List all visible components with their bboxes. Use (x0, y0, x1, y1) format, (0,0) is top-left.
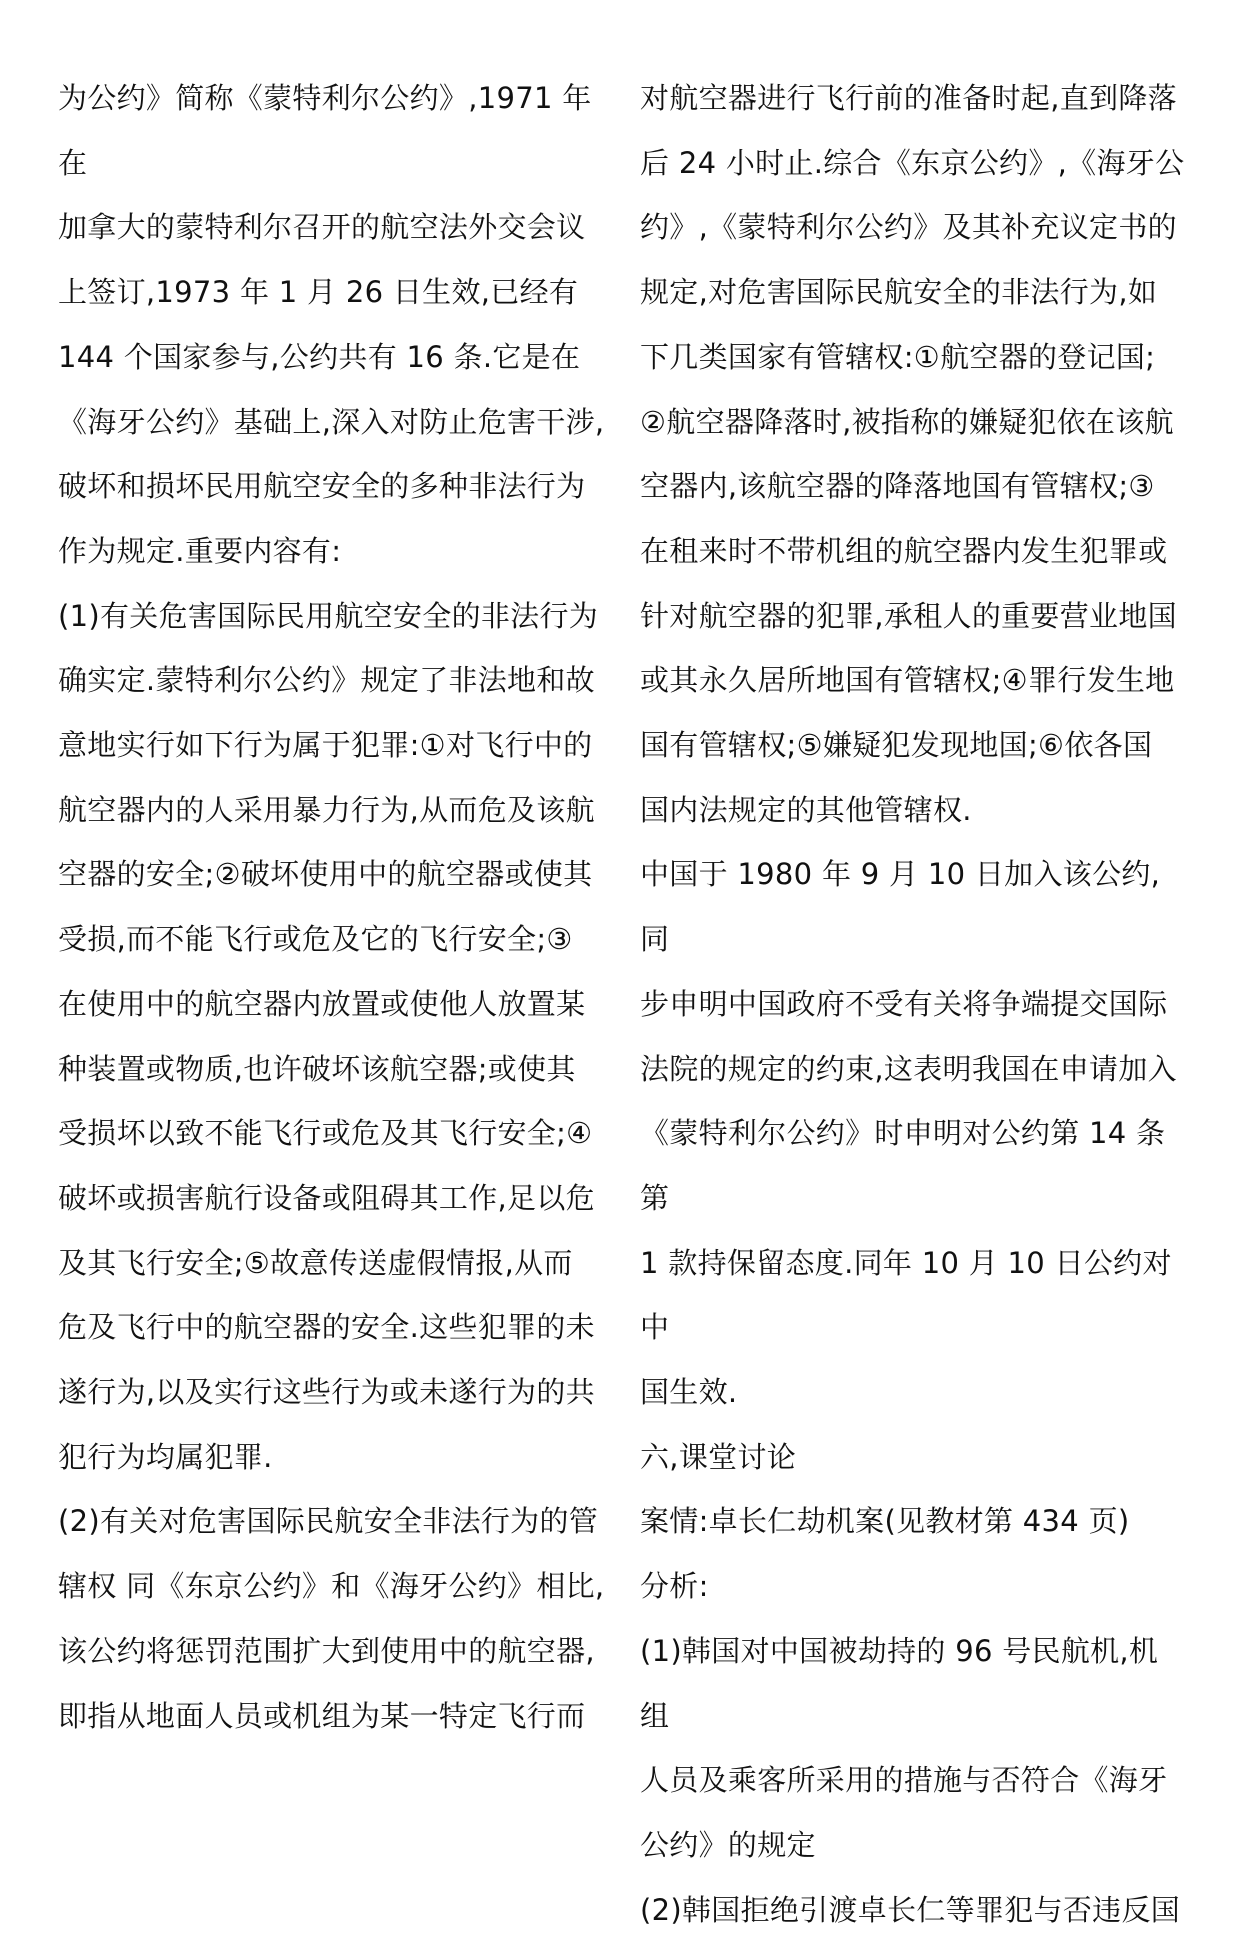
paragraph-jurisdiction-continued: 对航空器进行飞行前的准备时起,直到降落 后 24 小时止.综合《东京公约》,《海牙公 约》,《蒙特利尔公约》及其补充议定书的 规定,对危害国际民航安全的非法行为,如 下几类国家有管辖权:①航空器的登记国; ②航空器降落时,被指称的嫌疑犯依在该航 空器内,该航空器的降落地国有管辖权;③ 在租来时不带机组的航空器内发生犯罪或 针对航空器的犯罪,承租人的重要营业地国 或其永久居所地国有管辖权;④罪行发生地 国有管辖权;⑤嫌疑犯发现地国;⑥依各国 国内法规定的其他管辖权. (640, 81, 1185, 827)
left-column (58, 66, 608, 1748)
paragraph-analysis-question-1: (1)韩国对中国被劫持的 96 号民航机,机组 人员及乘客所采用的措施与否符合《海牙 公约》的规定 (640, 1633, 1168, 1862)
right-column (640, 66, 1185, 1942)
paragraph-china-accession: 中国于 1980 年 9 月 10 日加入该公约,同 步申明中国政府不受有关将争端提交国际 法院的规定的约束,这表明我国在申请加入 《蒙特利尔公约》时申明对公约第 14 条第 1 款持保留态度.同年 10 月 10 日公约对中 国生效. (640, 857, 1177, 1410)
paragraph-offences-definition: (1)有关危害国际民用航空安全的非法行为 确实定.蒙特利尔公约》规定了非法地和故 意地实行如下行为属于犯罪:①对飞行中的 航空器内的人采用暴力行为,从而危及该航 空器的安全;②破坏使用中的航空器或使其 受损,而不能飞行或危及它的飞行安全;③ 在使用中的航空器内放置或使他人放置某 种装置或物质,也许破坏该航空器;或使其 受损坏以致不能飞行或危及其飞行安全;④ 破坏或损害航行设备或阻碍其工作,足以危 及其飞行安全;⑤故意传送虚假情报,从而 危及飞行中的航空器的安全.这些犯罪的未 遂行为,以及实行这些行为或未遂行为的共 犯行为均属犯罪. (58, 598, 599, 1474)
paragraph-jurisdiction: (2)有关对危害国际民航安全非法行为的管 辖权 同《东京公约》和《海牙公约》相比, 该公约将惩罚范围扩大到使用中的航空器, 即指从地面人员或机组为某一特定飞行而 (58, 1504, 605, 1733)
paragraph-analysis-label: 分析: (640, 1569, 709, 1604)
paragraph-montreal-intro: 为公约》简称《蒙特利尔公约》,1971 年在 加拿大的蒙特利尔召开的航空法外交会议 上签订,1973 年 1 月 26 日生效,已经有 144 个国家参与,公约共有 16 条.它是在 《海牙公约》基础上,深入对防止危害干涉, 破坏和损坏民用航空安全的多种非法行为 作为规定.重要内容有: (58, 81, 605, 568)
paragraph-analysis-question-2: (2)韩国拒绝引渡卓长仁等罪犯与否违反国 (640, 1892, 1181, 1927)
paragraph-case: 案情:卓长仁劫机案(见教材第 434 页) (640, 1504, 1130, 1539)
section-heading-class-discussion: 六,课堂讨论 (640, 1439, 797, 1474)
